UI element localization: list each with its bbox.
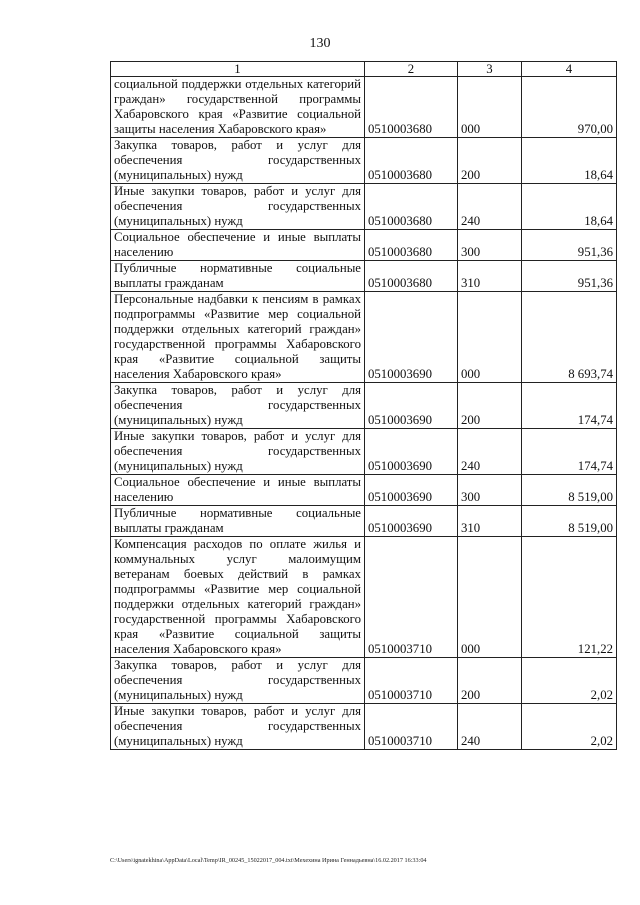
row-name: Компенсация расходов по оплате жилья и коммунальных услуг малоимущим ветеранам боевых действий в рамках подпрограммы «Развитие мер социальной поддержки отдельных категорий граждан» государственной программы Хабаровского края «Развитие социальной защиты населения Хабаровского края» [111, 537, 365, 658]
table-row [111, 658, 617, 704]
budget-table [110, 61, 617, 750]
column-header-1: 1 [111, 62, 365, 77]
row-name: Социальное обеспечение и иные выплаты населению [111, 475, 365, 506]
row-amount: 8 519,00 [522, 506, 617, 537]
row-name: Публичные нормативные социальные выплаты гражданам [111, 261, 365, 292]
row-type: 000 [458, 537, 522, 658]
table-row [111, 230, 617, 261]
row-name: Закупка товаров, работ и услуг для обеспечения государственных (муниципальных) нужд [111, 138, 365, 184]
table-row [111, 429, 617, 475]
row-name: Иные закупки товаров, работ и услуг для обеспечения государственных (муниципальных) нужд [111, 429, 365, 475]
row-amount: 174,74 [522, 383, 617, 429]
row-amount: 951,36 [522, 230, 617, 261]
row-amount: 121,22 [522, 537, 617, 658]
row-code: 0510003690 [365, 383, 458, 429]
row-type: 000 [458, 77, 522, 138]
row-code: 0510003680 [365, 261, 458, 292]
row-type: 240 [458, 429, 522, 475]
row-code: 0510003680 [365, 230, 458, 261]
table-row [111, 138, 617, 184]
row-name: Персональные надбавки к пенсиям в рамках подпрограммы «Развитие мер социальной поддержки отдельных категорий граждан» государственной программы Хабаровского края «Развитие социальной защиты населения Хабаровского края» [111, 292, 365, 383]
table-row [111, 704, 617, 750]
row-type: 310 [458, 261, 522, 292]
row-name: Социальное обеспечение и иные выплаты населению [111, 230, 365, 261]
row-type: 300 [458, 230, 522, 261]
header-row [111, 62, 617, 77]
row-amount: 8 693,74 [522, 292, 617, 383]
row-type: 200 [458, 138, 522, 184]
row-type: 200 [458, 383, 522, 429]
row-code: 0510003690 [365, 292, 458, 383]
row-name: Закупка товаров, работ и услуг для обеспечения государственных (муниципальных) нужд [111, 383, 365, 429]
table-row [111, 506, 617, 537]
column-header-2: 2 [365, 62, 458, 77]
row-code: 0510003710 [365, 658, 458, 704]
row-type: 240 [458, 704, 522, 750]
row-amount: 951,36 [522, 261, 617, 292]
table-header [111, 62, 617, 77]
row-name: Публичные нормативные социальные выплаты гражданам [111, 506, 365, 537]
table-body [111, 77, 617, 750]
footer-file-path: C:\Users\ignatekhina\AppData\Local\Temp\IR_00245_15022017_004.txt\Мехехина Ирина Геннадьевна\16.02.2017 16:33:04 [110, 857, 427, 864]
row-amount: 18,64 [522, 184, 617, 230]
table-row [111, 292, 617, 383]
row-name: Иные закупки товаров, работ и услуг для обеспечения государственных (муниципальных) нужд [111, 184, 365, 230]
table-row [111, 475, 617, 506]
row-code: 0510003710 [365, 537, 458, 658]
table-row [111, 261, 617, 292]
table-row [111, 383, 617, 429]
row-amount: 2,02 [522, 658, 617, 704]
row-type: 000 [458, 292, 522, 383]
page-number: 130 [309, 36, 331, 51]
row-amount: 174,74 [522, 429, 617, 475]
row-code: 0510003680 [365, 184, 458, 230]
row-code: 0510003680 [365, 77, 458, 138]
column-header-3: 3 [458, 62, 522, 77]
row-code: 0510003690 [365, 475, 458, 506]
row-type: 240 [458, 184, 522, 230]
row-amount: 8 519,00 [522, 475, 617, 506]
column-header-4: 4 [522, 62, 617, 77]
row-amount: 2,02 [522, 704, 617, 750]
row-code: 0510003680 [365, 138, 458, 184]
row-type: 300 [458, 475, 522, 506]
table-row [111, 77, 617, 138]
row-amount: 18,64 [522, 138, 617, 184]
row-type: 310 [458, 506, 522, 537]
row-type: 200 [458, 658, 522, 704]
table-row [111, 537, 617, 658]
row-code: 0510003690 [365, 429, 458, 475]
row-amount: 970,00 [522, 77, 617, 138]
row-name: социальной поддержки отдельных категорий граждан» государственной программы Хабаровского края «Развитие социальной защиты населения Хабаровского края» [111, 77, 365, 138]
row-code: 0510003690 [365, 506, 458, 537]
table-row [111, 184, 617, 230]
row-code: 0510003710 [365, 704, 458, 750]
row-name: Закупка товаров, работ и услуг для обеспечения государственных (муниципальных) нужд [111, 658, 365, 704]
row-name: Иные закупки товаров, работ и услуг для обеспечения государственных (муниципальных) нужд [111, 704, 365, 750]
